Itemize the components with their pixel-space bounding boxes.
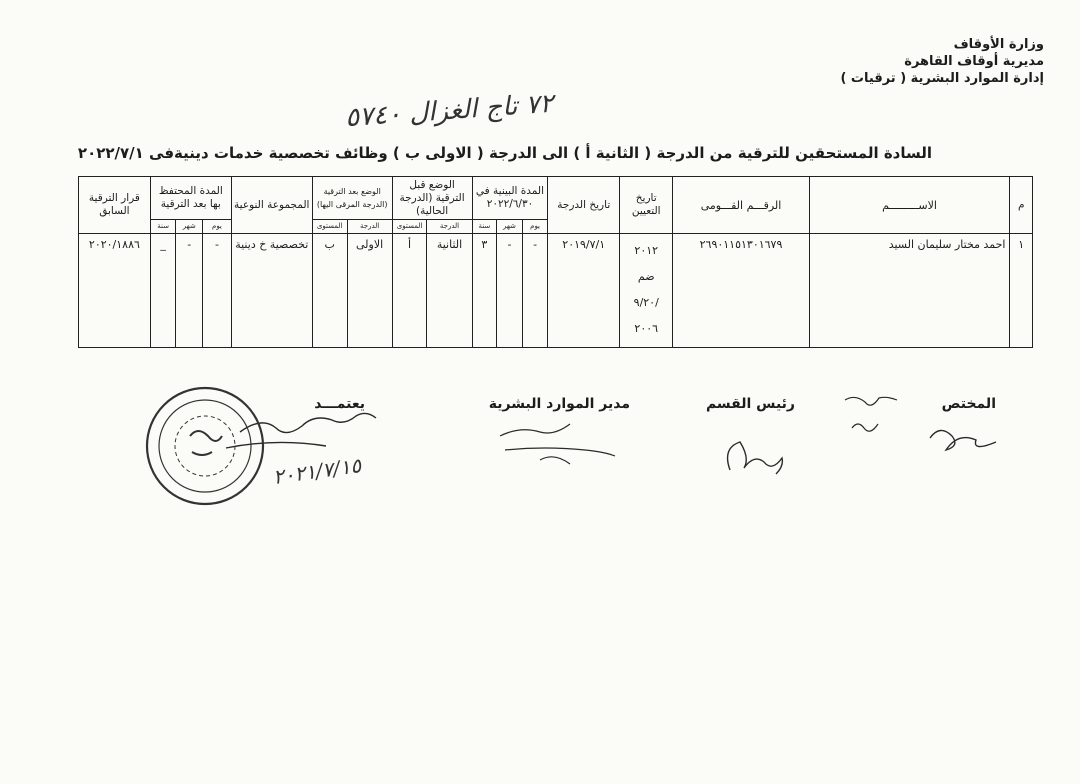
- col-header-hire-date: تاريخ التعيين: [620, 177, 673, 234]
- sub-header-month: شهر: [497, 220, 523, 234]
- cell-national-id: ٢٦٩٠١١٥١٣٠١٦٧٩: [673, 234, 809, 348]
- approved-label: يعتمـــد: [314, 396, 365, 412]
- hr-manager-label: مدير الموارد البشرية: [488, 396, 630, 412]
- cell-m: ١: [1010, 234, 1033, 348]
- cell-hire-date: [620, 234, 673, 348]
- sub-header-day: يوم: [203, 220, 232, 234]
- table-row: [79, 234, 1033, 348]
- col-header-before: الوضع قبل الترقية (الدرجة الحالية): [392, 177, 472, 220]
- official-stamp-icon: [147, 388, 263, 504]
- directorate-name: مديرية أوقاف القاهرة: [904, 54, 1044, 69]
- col-header-interval: المدة البينية في ٢٠٢٢/٦/٣٠: [472, 177, 548, 220]
- ministry-header: [840, 36, 1044, 87]
- col-header-m: م: [1010, 177, 1033, 234]
- hire-date-line: /٩/٢٠: [633, 296, 659, 309]
- sub-header-month: شهر: [176, 220, 203, 234]
- sub-header-year: سنة: [472, 220, 497, 234]
- specialist-signature: [930, 430, 996, 450]
- cell-after-level: ب: [312, 234, 347, 348]
- col-header-name: الاســـــــــم: [809, 177, 1010, 234]
- cell-retained-year: _: [150, 234, 176, 348]
- cell-interval-day: -: [522, 234, 548, 348]
- cell-name: احمد مختار سليمان السيد: [809, 234, 1010, 348]
- promotion-table: [78, 176, 1033, 348]
- specialist-label: المختص: [941, 396, 996, 412]
- hire-date-line: ٢٠١٢: [634, 244, 659, 257]
- col-header-group: المجموعة النوعية: [231, 177, 312, 234]
- cell-grade-date: ٢٠١٩/٧/١: [548, 234, 620, 348]
- sub-header-grade: الدرجة: [427, 220, 472, 234]
- ministry-name: وزارة الأوقاف: [953, 37, 1044, 52]
- cell-before-grade: الثانية: [427, 234, 472, 348]
- section-head-label: رئيس القسم: [705, 396, 795, 412]
- cell-after-grade: الاولى: [347, 234, 392, 348]
- cell-retained-month: -: [176, 234, 203, 348]
- department-name: إدارة الموارد البشرية ( ترقيات ): [840, 71, 1044, 86]
- section-head-signature: [728, 442, 783, 474]
- signatures-area: [0, 380, 1080, 520]
- reviewer-signature: [845, 397, 897, 431]
- cell-group: تخصصية خ دينية: [231, 234, 312, 348]
- hire-date-line: ٢٠٠٦: [634, 322, 659, 335]
- cell-decision: ٢٠٢٠/١٨٨٦: [79, 234, 151, 348]
- sub-header-grade: الدرجة: [347, 220, 392, 234]
- document-title: السادة المستحقين للترقية من الدرجة ( الثانية أ ) الى الدرجة ( الاولى ب ) وظائف تخصصية خدمات دينيةفى ٢٠٢٢/٧/١: [77, 144, 933, 162]
- cell-before-level: أ: [392, 234, 427, 348]
- approval-handwritten-date: ٢٠٢١/٧/١٥: [271, 453, 363, 490]
- hr-manager-signature: [500, 424, 615, 464]
- handwritten-reference: ٧٢ تاج الغزال ٥٧٤٠: [344, 88, 555, 134]
- sub-header-day: يوم: [522, 220, 548, 234]
- col-header-national-id: الرقـــم القـــومى: [673, 177, 809, 234]
- cell-retained-day: -: [203, 234, 232, 348]
- col-header-decision: قرار الترقية السابق: [79, 177, 151, 234]
- sub-header-year: سنة: [150, 220, 176, 234]
- hire-date-line: ضم: [637, 270, 655, 283]
- sub-header-level: المستوى: [392, 220, 427, 234]
- col-header-retained: المدة المحتفظ بها بعد الترقية: [150, 177, 231, 220]
- col-header-after: الوضع بعد الترقية (الدرجة المرقى اليها): [312, 177, 392, 220]
- col-header-grade-date: تاريخ الدرجة: [548, 177, 620, 234]
- cell-interval-year: ٣: [472, 234, 497, 348]
- cell-interval-month: -: [497, 234, 523, 348]
- sub-header-level: المستوى: [312, 220, 347, 234]
